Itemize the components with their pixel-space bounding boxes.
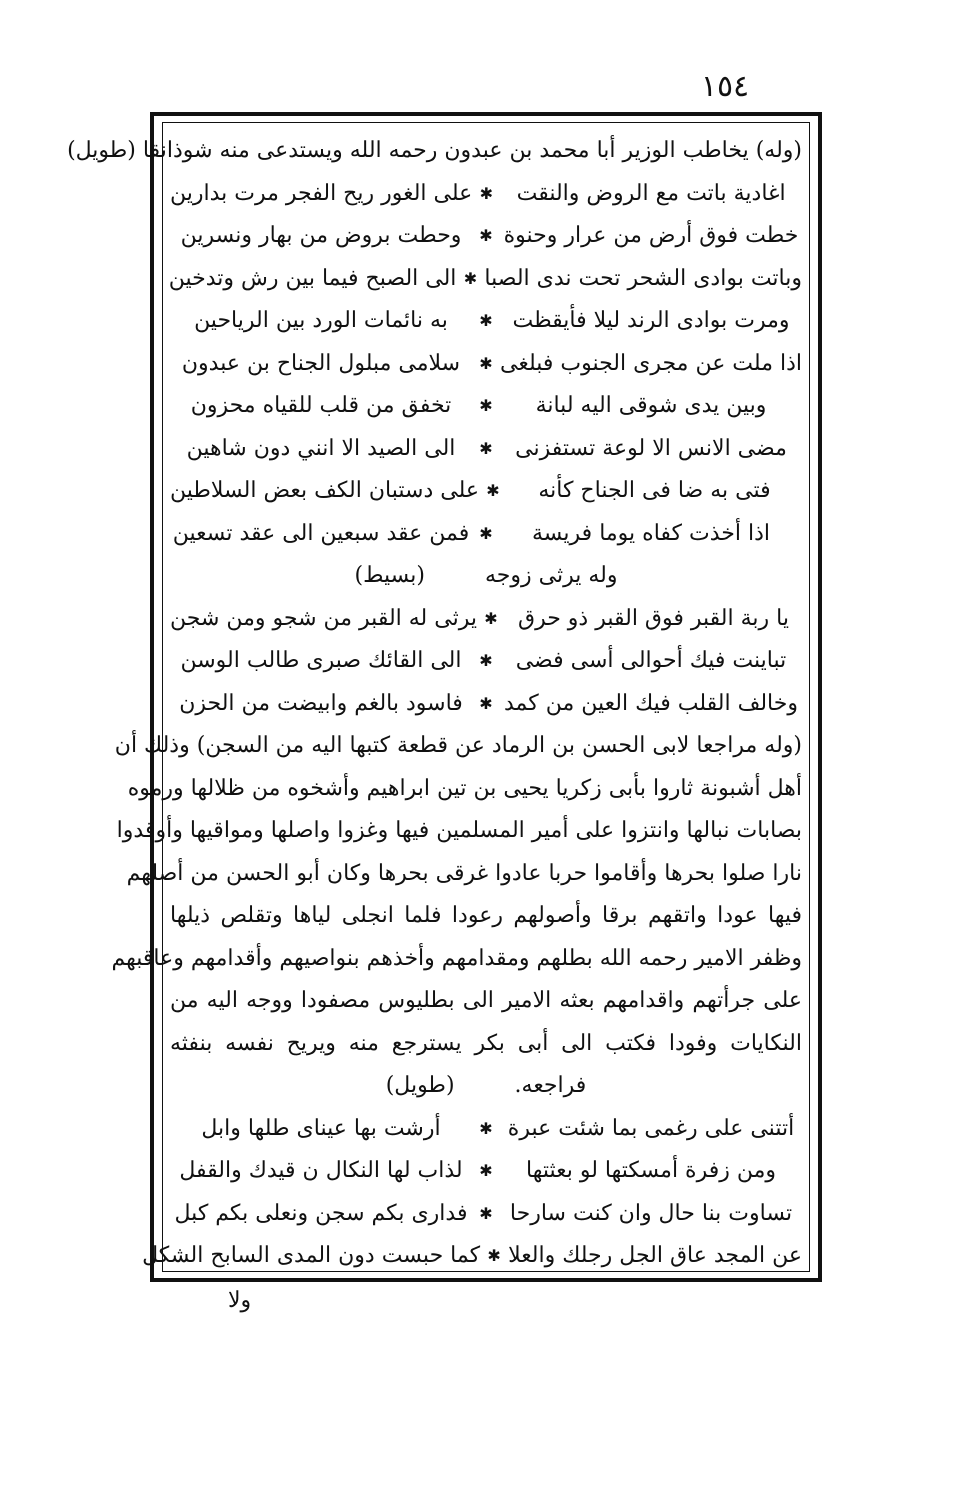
meter-label: (بسيط) xyxy=(354,563,425,588)
verse-line xyxy=(170,215,802,258)
verse-separator-star-icon: ✱ xyxy=(479,1118,493,1138)
verse-line xyxy=(170,640,802,683)
verse-second-hemistich: لذاب لها النكال ن قيدك والقفل xyxy=(179,1158,463,1183)
verse-second-hemistich: سلامى مبلول الجناح بن عبدون xyxy=(181,350,461,376)
verse-first-hemistich: ومرت بوادى الرند ليلا فأيقظت xyxy=(512,308,790,333)
verse-first-hemistich: يا ربة القبر فوق القبر ذو حرق xyxy=(518,605,789,631)
section-heading xyxy=(170,555,802,598)
prose-line: النكايات وفودا فكتب الى أبى بكر يسترجع منه ويريح نفسه بنفثه xyxy=(170,1030,802,1056)
verse-first-hemistich: أتتنى على رغمى بما شئت عبرة xyxy=(507,1115,795,1141)
verse-line xyxy=(170,1150,802,1193)
verse-line xyxy=(170,1108,802,1151)
verse-second-hemistich: كما حبست دون المدى السابح الشكل xyxy=(142,1243,481,1268)
verse-separator-star-icon: ✱ xyxy=(479,1161,493,1180)
verse-second-hemistich: الى الصيد الا انني دون شاهين xyxy=(186,435,456,461)
verse-line xyxy=(170,343,802,386)
verse-line xyxy=(170,428,802,471)
prose-line: نارا صلوا بحرها وأقاموا حربا عادوا غرقى بحرها وكان أبو الحسن من أصلهم xyxy=(126,860,802,886)
verse-second-hemistich: يرثى له القبر من شجو ومن شجن xyxy=(170,605,477,631)
prose-line: (وله مراجعا لابى الحسن بن الرماد عن قطعة كتبها اليه من السجن) وذلك أن xyxy=(114,733,802,758)
prose-line: فيها عودا واتقهم برقا وأصولهم رعودا فلما انجلى لياها وتقلص ذيلها xyxy=(170,903,802,928)
prose-line: أهل أشبونة ثاروا بأبى زكريا يحيى بن تين ابراهيم وأشخوه من ظلالها ورموه xyxy=(127,775,802,801)
verse-line xyxy=(170,258,802,301)
verse-separator-star-icon: ✱ xyxy=(479,226,493,245)
verse-separator-star-icon: ✱ xyxy=(479,311,493,330)
text-block xyxy=(67,130,802,1278)
verse-line xyxy=(170,300,802,343)
verse-second-hemistich: فدارى بكم سجن ونعلى بكم كبل xyxy=(174,1200,468,1226)
verse-separator-star-icon: ✱ xyxy=(479,183,493,203)
meter-label: (طويل) xyxy=(385,1073,455,1098)
verse-first-hemistich: وباتت بوادى الشحر تحت ندى الصبا xyxy=(484,265,802,291)
verse-second-hemistich: وحطت بروض من بهار ونسرين xyxy=(180,223,462,248)
verse-first-hemistich: اذا ملت عن مجرى الجنوب فبلغى xyxy=(500,350,802,376)
verse-second-hemistich: تخفق من قلب للقياه محزون xyxy=(190,393,452,418)
verse-separator-star-icon: ✱ xyxy=(479,693,493,713)
verse-line xyxy=(170,470,802,513)
verse-second-hemistich: فمن عقد سبعين الى عقد تسعين xyxy=(172,520,470,546)
verse-first-hemistich: تباينت فيك أحوالى أسى فضى xyxy=(515,648,787,673)
verse-separator-star-icon: ✱ xyxy=(486,481,500,500)
verse-second-hemistich: على دستبان الكف بعض السلاطين xyxy=(170,478,479,503)
verse-line xyxy=(170,683,802,726)
verse-line xyxy=(142,1235,802,1278)
verse-line xyxy=(170,1193,802,1236)
section-heading xyxy=(170,1065,802,1108)
verse-first-hemistich: اغادية باتت مع الروض والنقت xyxy=(516,180,786,206)
verse-first-hemistich: تساوت بنا حال وان كنت سارحا xyxy=(509,1200,793,1226)
prose-line: وظفر الامير رحمه الله بطلهم ومقدامهم وأخذهم بنواصيهم وأقدامهم وعاقبهم xyxy=(111,945,802,971)
verse-separator-star-icon: ✱ xyxy=(479,651,493,670)
verse-separator-star-icon: ✱ xyxy=(479,438,493,458)
verse-second-hemistich: على الغور ريح الفجر مرت بدارين xyxy=(170,180,473,206)
verse-separator-star-icon: ✱ xyxy=(463,268,478,288)
verse-first-hemistich: مضى الانس الا لوعة تستفزنى xyxy=(515,435,787,461)
verse-first-hemistich: وخالف القلب فيك العين من كمد xyxy=(504,690,798,716)
verse-second-hemistich: الى القائك صبرى طالب الوسن xyxy=(180,648,462,673)
verse-first-hemistich: وبين يدى شوقى اليه لبانة xyxy=(535,393,767,418)
heading-text: فراجعه. xyxy=(514,1073,587,1098)
verse-separator-star-icon: ✱ xyxy=(479,396,493,415)
prose-line: (وله) يخاطب الوزير أبا محمد بن عبدون رحمه الله ويستدعى منه شوذانقا (طويل) xyxy=(67,138,802,163)
heading-text: وله يرثى زوجه xyxy=(484,563,618,588)
verse-separator-star-icon: ✱ xyxy=(479,353,493,373)
verse-second-hemistich: فاسود بالغم وابيضت من الحزن xyxy=(179,690,463,716)
page-number: ١٥٤ xyxy=(700,69,750,104)
verse-separator-star-icon: ✱ xyxy=(479,1203,493,1223)
verse-first-hemistich: ومن زفرة أمسكتها لو بعثتها xyxy=(525,1158,776,1183)
verse-first-hemistich: اذا أخذت كفاه يوما فريسة xyxy=(532,520,770,546)
verse-first-hemistich: عن المجد عاق الجل رجلك والعلا xyxy=(508,1243,802,1268)
verse-separator-star-icon: ✱ xyxy=(484,608,498,628)
verse-line xyxy=(170,385,802,428)
verse-second-hemistich: أرشت بها عيناى طلها وابل xyxy=(201,1115,441,1141)
catchword: ولا xyxy=(228,1288,252,1313)
verse-separator-star-icon: ✱ xyxy=(487,1246,501,1265)
verse-line xyxy=(170,598,802,641)
verse-second-hemistich: الى الصبح فيما بين رش وتدخين xyxy=(168,265,457,291)
verse-first-hemistich: خطت فوق أرض من عرار وحنوة xyxy=(503,223,799,248)
prose-line: بصابات نبالها وانتزوا على أمير المسلمين فيها وغزوا واصلها ومواقيها وأوقدوا xyxy=(116,818,802,843)
verse-line xyxy=(170,173,802,216)
verse-first-hemistich: فتى به ضا فى الجناح كأنه xyxy=(538,478,771,503)
verse-line xyxy=(170,513,802,556)
prose-line: على جرأتهم واقدامهم بعثه الامير الى بطليوس مصفودا ووجه اليه من xyxy=(170,988,802,1013)
verse-second-hemistich: به نائمات الورد بين الرياحين xyxy=(194,308,448,333)
verse-separator-star-icon: ✱ xyxy=(479,523,493,543)
